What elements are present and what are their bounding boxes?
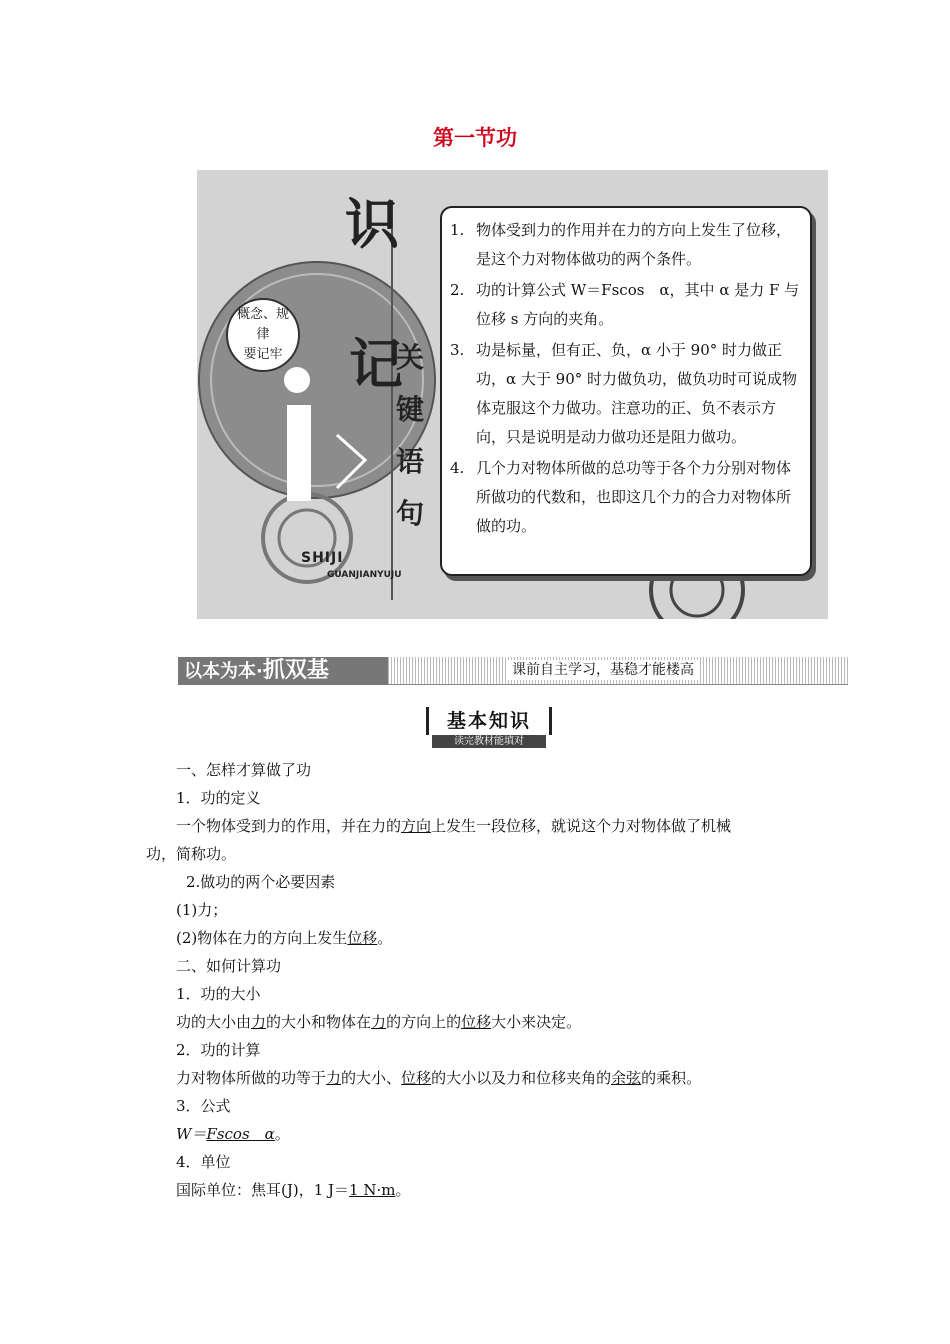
magnitude-line [176, 1010, 581, 1034]
subheading-magnitude: 1．功的大小 [176, 985, 261, 1003]
section-bar-slogan-area [388, 657, 848, 685]
key-sentences-banner [197, 170, 828, 619]
key-item-2 [450, 276, 804, 334]
key-item-3 [450, 336, 804, 452]
key-item-number: 3. [450, 341, 465, 359]
vertical-char-1: 关 [395, 341, 424, 374]
section-bar [178, 657, 848, 685]
text-run: 力对物体所做的功等于 [176, 1069, 327, 1087]
section-bar-title-a: 以本为本· [184, 661, 263, 682]
bubble-line-2: 要记牢 [243, 347, 283, 362]
key-sentences-box [440, 206, 812, 576]
heading-sub: 读完教材能填对 [432, 735, 546, 748]
text-run: 上发生一段位移，就说这个力对物体做了机械 [431, 817, 732, 835]
key-item-text: 功的计算公式 W＝Fscos α，其中 α 是力 F 与位移 s 方向的夹角。 [476, 281, 800, 328]
blank-answer: 位移 [347, 929, 378, 947]
text-run: 的方向上的 [386, 1013, 462, 1031]
vertical-char-4: 句 [395, 497, 424, 530]
factor-1: (1)力； [176, 901, 228, 919]
key-item-number: 1. [450, 221, 465, 239]
unit-line [176, 1178, 411, 1202]
shiji-sublabel: GUANJIANYUJU [327, 570, 402, 580]
blank-answer: 力 [251, 1013, 267, 1031]
formula-line [176, 1122, 290, 1146]
subheading-factors: 2.做功的两个必要因素 [186, 873, 336, 891]
blank-answer: 1 N·m [349, 1181, 396, 1199]
basic-knowledge-heading [426, 707, 552, 749]
bubble-line-1: 概念、规律 [236, 307, 289, 342]
section-bar-title [178, 657, 388, 685]
text-run: 的大小、 [341, 1069, 402, 1087]
key-item-4 [450, 454, 804, 541]
section-bar-slogan: 课前自主学习，基稳才能楼高 [508, 660, 698, 680]
key-item-text: 几个力对物体所做的总功等于各个力分别对物体所做功的代数和，也即这几个力的合力对物体所做的功。 [476, 459, 792, 535]
subheading-formula: 3．公式 [176, 1097, 231, 1115]
factor-2 [176, 926, 392, 950]
key-item-text: 功是标量，但有正、负，α 小于 90° 时力做正功，α 大于 90° 时力做负功，做负功时可说成物体克服这个力做功。注意功的正、负不表示方向，只是说明是动力做功还是阻力做功。 [476, 341, 798, 446]
text-run: 的大小以及力和位移夹角的 [431, 1069, 612, 1087]
text-run: 。 [274, 1125, 290, 1143]
section-bar-title-b: 抓双基 [262, 658, 329, 683]
big-char-ji: 记 [349, 333, 403, 396]
blank-answer: 力 [326, 1069, 342, 1087]
key-item-number: 4. [450, 459, 465, 477]
text-run: W＝ [176, 1125, 207, 1143]
vertical-char-2: 键 [395, 393, 424, 426]
subheading-calculation: 2．功的计算 [176, 1041, 261, 1059]
definition-line-2: 功，简称功。 [146, 845, 237, 863]
blank-answer: 余弦 [611, 1069, 642, 1087]
vertical-char-3: 语 [395, 445, 424, 478]
section-heading-2: 二、如何计算功 [176, 957, 282, 975]
shiji-label: SHIJI [301, 550, 344, 566]
blank-answer: 力 [371, 1013, 387, 1031]
key-item-1 [450, 216, 804, 274]
text-run: 大小来决定。 [491, 1013, 582, 1031]
subheading-unit: 4．单位 [176, 1153, 231, 1171]
subheading-definition: 1．功的定义 [176, 789, 261, 807]
key-item-number: 2. [450, 281, 465, 299]
calculation-line [176, 1066, 701, 1090]
blank-answer: 位移 [401, 1069, 432, 1087]
key-item-text: 物体受到力的作用并在力的方向上发生了位移，是这个力对物体做功的两个条件。 [476, 221, 792, 268]
blank-answer: 方向 [401, 817, 432, 835]
text-run: 。 [377, 929, 393, 947]
text-run: 的乘积。 [641, 1069, 702, 1087]
big-char-shi: 识 [345, 193, 399, 256]
text-run: 。 [395, 1181, 411, 1199]
blank-answer: Fscos α [206, 1125, 275, 1143]
blank-answer: 位移 [461, 1013, 492, 1031]
page-title: 第一节功 [433, 126, 517, 150]
text-run: (2)物体在力的方向上发生 [176, 929, 348, 947]
text-run: 一个物体受到力的作用，并在力的 [176, 817, 402, 835]
text-run: 功的大小由 [176, 1013, 252, 1031]
heading-main: 基本知识 [426, 707, 552, 735]
text-run: 国际单位：焦耳(J)，1 J＝ [176, 1181, 350, 1199]
definition-line-1 [176, 814, 731, 838]
text-run: 的大小和物体在 [266, 1013, 372, 1031]
concept-bubble [226, 298, 300, 372]
section-heading-1: 一、怎样才算做了功 [176, 761, 312, 779]
